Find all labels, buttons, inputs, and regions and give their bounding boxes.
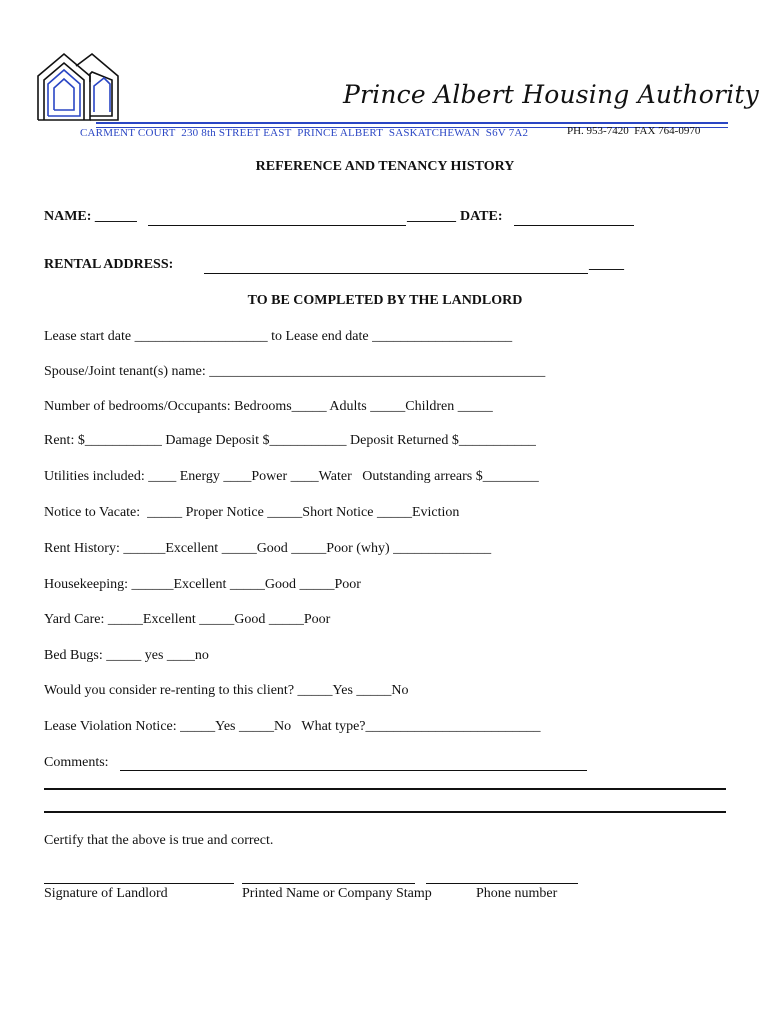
lease-dates-field[interactable]: Lease start date ___________________ to Lease end date ____________________ [44, 329, 513, 344]
spouse-joint-tenant-field[interactable]: Spouse/Joint tenant(s) name: ________________________________________________ [44, 364, 546, 379]
certify-statement: Certify that the above is true and correct. [44, 833, 274, 848]
bed-bugs-field[interactable]: Bed Bugs: _____ yes ____no [44, 648, 209, 663]
rental-address-field-line[interactable] [204, 273, 588, 274]
bedrooms-occupants-field[interactable]: Number of bedrooms/Occupants: Bedrooms_____ Adults _____Children _____ [44, 399, 493, 414]
name-field-line[interactable] [148, 225, 406, 226]
comments-rule-1[interactable] [44, 788, 726, 790]
name-field-tail: _______ [407, 209, 456, 224]
form-title: REFERENCE AND TENANCY HISTORY [255, 159, 515, 174]
date-field-line[interactable] [514, 225, 634, 226]
header-rule [96, 122, 728, 124]
utilities-field[interactable]: Utilities included: ____ Energy ____Power ____Water Outstanding arrears $________ [44, 469, 539, 484]
organization-phone-fax: PH. 953-7420 FAX 764-0970 [567, 125, 701, 137]
lease-violation-field[interactable]: Lease Violation Notice: _____Yes _____No What type?_________________________ [44, 719, 541, 734]
rerent-field[interactable]: Would you consider re-renting to this client? _____Yes _____No [44, 683, 409, 698]
comments-field-line[interactable] [120, 770, 587, 771]
name-label: NAME: ______ [44, 209, 137, 224]
landlord-signature-label: Signature of Landlord [44, 886, 168, 901]
housing-authority-logo [34, 50, 120, 122]
housekeeping-field[interactable]: Housekeeping: ______Excellent _____Good _____Poor [44, 577, 361, 592]
printed-name-line[interactable] [242, 883, 415, 884]
notice-to-vacate-field[interactable]: Notice to Vacate: _____ Proper Notice _____Short Notice _____Eviction [44, 505, 460, 520]
rental-address-field-tail: _____ [589, 257, 624, 272]
organization-address: CARMENT COURT 230 8th STREET EAST PRINCE ALBERT SASKATCHEWAN S6V 7A2 [80, 127, 529, 139]
landlord-signature-line[interactable] [44, 883, 234, 884]
rent-deposit-field[interactable]: Rent: $___________ Damage Deposit $___________ Deposit Returned $___________ [44, 433, 536, 448]
phone-number-label: Phone number [476, 886, 558, 901]
organization-name: Prince Albert Housing Authority [343, 80, 759, 109]
comments-label: Comments: [44, 755, 109, 770]
rent-history-field[interactable]: Rent History: ______Excellent _____Good _____Poor (why) ______________ [44, 541, 492, 556]
rental-address-label: RENTAL ADDRESS: [44, 257, 174, 272]
yard-care-field[interactable]: Yard Care: _____Excellent _____Good _____Poor [44, 612, 331, 627]
date-label: DATE: [460, 209, 503, 224]
section-heading: TO BE COMPLETED BY THE LANDLORD [247, 293, 523, 308]
printed-name-label: Printed Name or Company Stamp [242, 886, 432, 901]
comments-rule-2[interactable] [44, 811, 726, 813]
phone-number-line[interactable] [426, 883, 578, 884]
